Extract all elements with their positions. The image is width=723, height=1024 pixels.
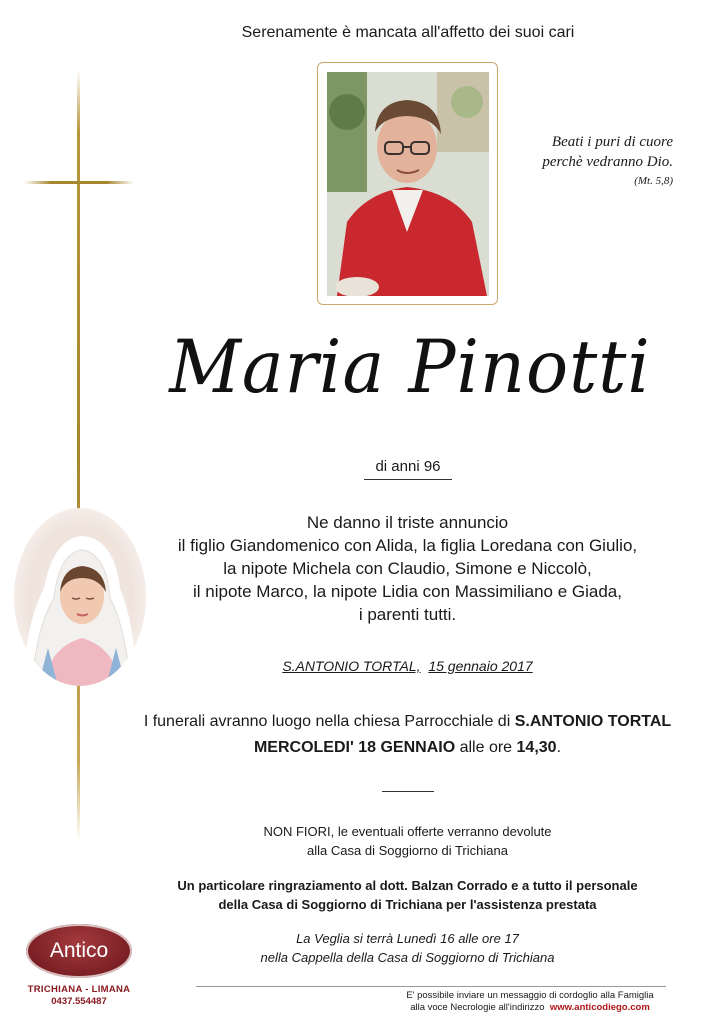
announcement-block xyxy=(100,511,715,626)
quote-line-1: Beati i puri di cuore xyxy=(551,134,673,150)
footer-line-2: alla voce Necrologie all'indirizzo xyxy=(410,1002,545,1013)
footer-note xyxy=(360,990,700,1014)
vigil-line-1: La Veglia si terrà Lunedì 16 alle ore 17 xyxy=(296,931,519,946)
funeral-period: . xyxy=(556,739,562,756)
agency-city: TRICHIANA - LIMANA xyxy=(27,984,131,995)
quote-line-2: perchè vedranno Dio. xyxy=(542,154,673,170)
vigil-line-2: nella Cappella della Casa di Soggiorno di Trichiana xyxy=(260,950,555,965)
funeral-day: MERCOLEDI' 18 GENNAIO xyxy=(253,739,456,756)
announcement-line: la nipote Michela con Claudio, Simone e Niccolò, xyxy=(223,559,592,578)
announcement-line: Ne danno il triste annuncio xyxy=(306,513,509,532)
place-and-date xyxy=(100,658,715,674)
deceased-name: Maria Pinotti xyxy=(169,323,651,410)
funeral-time-prefix: alle ore xyxy=(459,739,513,756)
flowers-line-1: NON FIORI, le eventuali offerte verranno devolute xyxy=(263,824,552,839)
flowers-line-2: alla Casa di Soggiorno di Trichiana xyxy=(307,843,508,858)
vigil-note xyxy=(100,929,715,967)
thanks-line-1: Un particolare ringraziamento al dott. Balzan Corrado e a tutto il personale xyxy=(177,878,638,893)
thanks-note xyxy=(100,876,715,914)
funeral-church-place: S.ANTONIO TORTAL xyxy=(514,713,672,730)
footer-divider xyxy=(196,986,666,987)
funeral-intro: I funerali avranno luogo nella chiesa Parrocchiale di xyxy=(143,713,511,730)
announcement-line: i parenti tutti. xyxy=(358,605,457,624)
portrait-frame xyxy=(317,62,498,305)
quote-reference: (Mt. 5,8) xyxy=(634,175,673,187)
announcement-line: il figlio Giandomenico con Alida, la figlia Loredana con Giulio, xyxy=(177,536,638,555)
place-date-date: 15 gennaio 2017 xyxy=(428,658,533,674)
agency-phone: 0437.554487 xyxy=(51,996,107,1007)
separator-line xyxy=(382,791,434,792)
announcement-line: il nipote Marco, la nipote Lidia con Massimiliano e Giada, xyxy=(192,582,622,601)
funeral-time: 14,30 xyxy=(516,739,557,756)
thanks-line-2: della Casa di Soggiorno di Trichiana per l'assistenza prestata xyxy=(218,897,597,912)
footer-url-link[interactable]: www.anticodiego.com xyxy=(549,1002,650,1013)
deceased-age: di anni 96 xyxy=(364,458,452,480)
intro-text: Serenamente è mancata all'affetto dei suoi cari xyxy=(241,24,575,41)
funeral-info xyxy=(100,709,715,761)
portrait-photo xyxy=(327,72,489,296)
place-date-place: S.ANTONIO TORTAL, xyxy=(282,658,421,674)
cross-horizontal-bar xyxy=(24,181,134,184)
footer-line-1: E' possibile inviare un messaggio di cordoglio alla Famiglia xyxy=(406,990,654,1001)
cross-vertical-bar xyxy=(77,70,80,840)
bible-quote xyxy=(542,132,673,190)
flowers-note xyxy=(100,822,715,860)
agency-logo: Antico xyxy=(26,924,132,978)
